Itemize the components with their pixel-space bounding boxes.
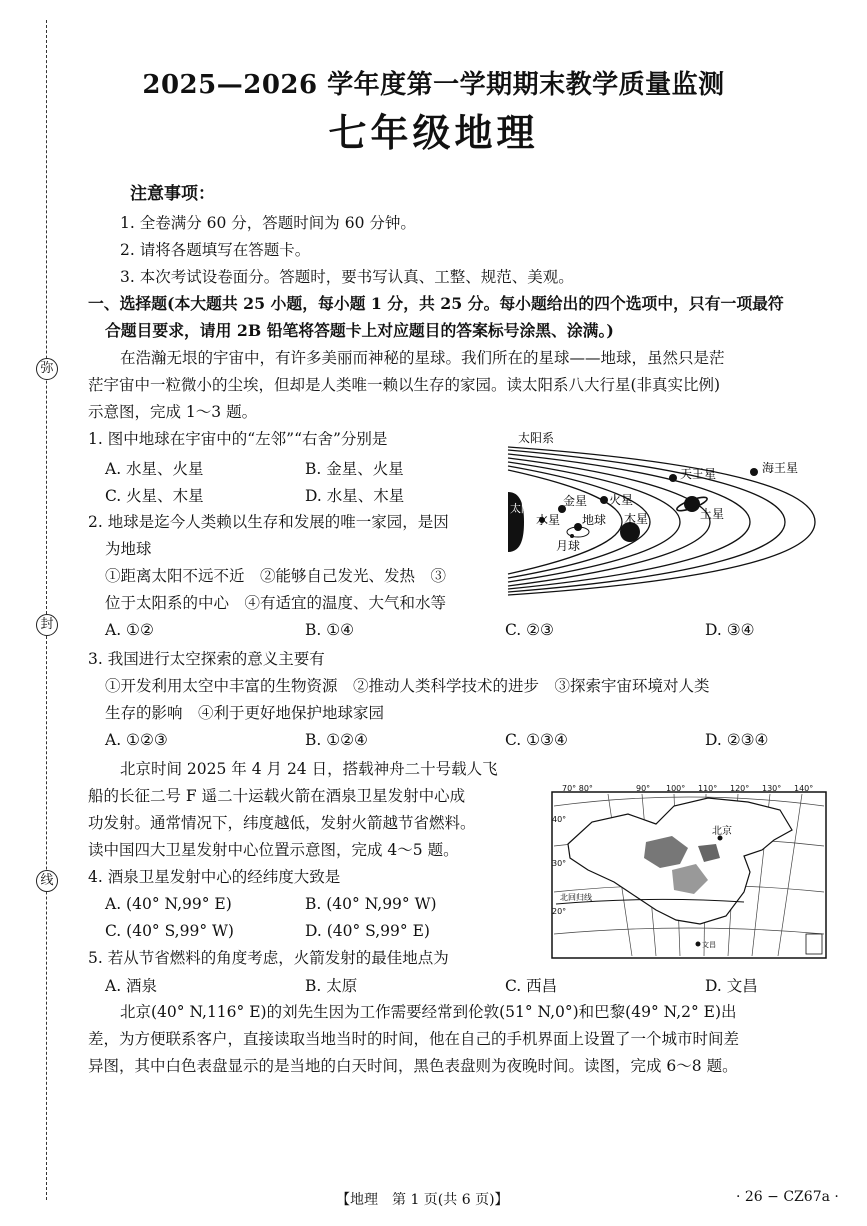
- q3-stem: 3. 我国进行太空探索的意义主要有: [88, 650, 325, 668]
- passage2-line2: 船的长征二号 F 遥二十运载火箭在酒泉卫星发射中心成: [88, 787, 466, 805]
- jupiter-label: 木星: [624, 512, 649, 526]
- q3-option-c: C. ①③④: [505, 731, 568, 749]
- passage1-line1: 在浩瀚无垠的宇宙中，有许多美丽而神秘的星球。我们所在的星球——地球，虽然只是茫: [120, 349, 725, 367]
- svg-text:140°: 140°: [794, 784, 814, 793]
- seal-mi: 弥: [36, 358, 58, 380]
- svg-text:130°: 130°: [762, 784, 782, 793]
- q1-option-c: C. 火星、木星: [105, 487, 204, 505]
- notice-item-1: 1. 全卷满分 60 分，答题时间为 60 分钟。: [120, 214, 416, 232]
- passage3-line2: 差，为方便联系客户，直接读取当地当时的时间，他在自己的手机界面上设置了一个城市时间差: [88, 1030, 740, 1048]
- q1-stem: 1. 图中地球在宇宙中的“左邻”“右舍”分别是: [88, 430, 388, 448]
- seal-feng: 封: [36, 614, 58, 636]
- mars-dot: [600, 496, 608, 504]
- svg-text:20°: 20°: [552, 907, 567, 916]
- earth-dot: [574, 523, 582, 531]
- tropic-label: 北回归线: [560, 893, 592, 902]
- exam-subject: 七年级地理: [328, 110, 539, 155]
- q2-stem-line1: 2. 地球是迄今人类赖以生存和发展的唯一家园，是因: [88, 513, 449, 531]
- uranus-label: 天王星: [680, 467, 717, 481]
- q5-option-c: C. 西昌: [505, 977, 558, 995]
- q3-option-b: B. ①②④: [305, 731, 368, 749]
- q4-option-a: A. (40° N,99° E): [105, 895, 232, 913]
- mercury-label: 水星: [536, 513, 561, 527]
- q5-stem: 5. 若从节省燃料的角度考虑，火箭发射的最佳地点为: [88, 949, 449, 967]
- svg-text:70° 80°: 70° 80°: [562, 784, 593, 793]
- q5-option-d: D. 文昌: [705, 977, 758, 995]
- q5-option-b: B. 太原: [305, 977, 358, 995]
- sun-label: 太阳: [510, 502, 532, 515]
- wenchang-label: 文昌: [702, 941, 716, 949]
- notice-item-2: 2. 请将各题填写在答题卡。: [120, 241, 311, 259]
- q5-option-a: A. 酒泉: [105, 977, 158, 995]
- q1-option-a: A. 水星、火星: [105, 460, 204, 478]
- q2-statements-line1: ①距离太阳不远不近 ②能够自己发光、发热 ③: [105, 567, 447, 585]
- q2-option-b: B. ①④: [305, 621, 355, 639]
- svg-text:120°: 120°: [730, 784, 750, 793]
- passage1-line2: 茫宇宙中一粒微小的尘埃，但却是人类唯一赖以生存的家园。读太阳系八大行星(非真实比例): [88, 376, 721, 394]
- sun-shape: [508, 492, 524, 552]
- q2-option-d: D. ③④: [705, 621, 755, 639]
- passage1-line3: 示意图，完成 1～3 题。: [88, 403, 258, 421]
- svg-text:90°: 90°: [636, 784, 651, 793]
- q4-option-c: C. (40° S,99° W): [105, 922, 234, 940]
- q4-option-d: D. (40° S,99° E): [305, 922, 430, 940]
- notice-heading: 注意事项：: [130, 184, 215, 204]
- passage3-line3: 异图，其中白色表盘显示的是当地的白天时间，黑色表盘则为夜晚时间。读图，完成 6～8 题。: [88, 1057, 738, 1075]
- passage2-line1: 北京时间 2025 年 4 月 24 日，搭载神舟二十号载人飞: [120, 760, 498, 778]
- svg-text:110°: 110°: [698, 784, 718, 793]
- page-footer: 【地理 第 1 页(共 6 页)】: [336, 1192, 509, 1208]
- q2-option-a: A. ①②: [105, 621, 154, 639]
- q2-stem-line2: 为地球: [105, 540, 152, 558]
- wenchang-dot: [696, 942, 701, 947]
- neptune-label: 海王星: [762, 461, 799, 475]
- q3-option-a: A. ①②③: [105, 731, 168, 749]
- binding-dashed-line: [46, 20, 47, 1200]
- svg-text:30°: 30°: [552, 859, 567, 868]
- notice-item-3: 3. 本次考试设卷面分。答题时，要书写认真、工整、规范、美观。: [120, 268, 574, 286]
- q1-option-b: B. 金星、火星: [305, 460, 404, 478]
- solar-diagram-title: 太阳系: [518, 431, 555, 445]
- passage2-line4: 读中国四大卫星发射中心位置示意图，完成 4～5 题。: [88, 841, 459, 859]
- q3-option-d: D. ②③④: [705, 731, 769, 749]
- svg-text:100°: 100°: [666, 784, 686, 793]
- section-heading-line1: 一、选择题(本大题共 25 小题，每小题 1 分，共 25 分。每小题给出的四个选项中，只有一项最符: [88, 294, 784, 313]
- q4-option-b: B. (40° N,99° W): [305, 895, 437, 913]
- earth-label: 地球: [582, 513, 607, 527]
- china-launch-centers-map: [548, 784, 830, 960]
- svg-text:40°: 40°: [552, 815, 567, 824]
- neptune-dot: [750, 468, 758, 476]
- uranus-dot: [669, 474, 677, 482]
- q4-stem: 4. 酒泉卫星发射中心的经纬度大致是: [88, 868, 341, 886]
- venus-label: 金星: [563, 494, 588, 508]
- mars-label: 火星: [609, 493, 634, 507]
- paper-code: · 26 − CZ67a ·: [736, 1189, 839, 1205]
- exam-title: 2025—2026 学年度第一学期期末教学质量监测: [142, 70, 725, 100]
- q2-option-c: C. ②③: [505, 621, 554, 639]
- q3-statements-line1: ①开发利用太空中丰富的生物资源 ②推动人类科学技术的进步 ③探索宇宙环境对人类: [105, 677, 710, 695]
- seal-xian: 线: [36, 870, 58, 892]
- solar-system-diagram: [500, 426, 830, 596]
- passage2-line3: 功发射。通常情况下，纬度越低，发射火箭越节省燃料。: [88, 814, 476, 832]
- beijing-label: 北京: [712, 826, 732, 837]
- q1-option-d: D. 水星、木星: [305, 487, 405, 505]
- q3-statements-line2: 生存的影响 ④利于更好地保护地球家园: [105, 704, 385, 722]
- section-heading-line2: 合题目要求，请用 2B 铅笔将答题卡上对应题目的答案标号涂黑、涂满。): [105, 321, 614, 340]
- moon-label: 月球: [556, 539, 581, 553]
- passage3-line1: 北京(40° N,116° E)的刘先生因为工作需要经常到伦敦(51° N,0°)和巴黎(49° N,2° E)出: [120, 1003, 737, 1021]
- saturn-label: 土星: [700, 507, 725, 521]
- south-sea-inset: [806, 934, 822, 954]
- moon-dot: [570, 534, 574, 538]
- q2-statements-line2: 位于太阳系的中心 ④有适宜的温度、大气和水等: [105, 594, 447, 612]
